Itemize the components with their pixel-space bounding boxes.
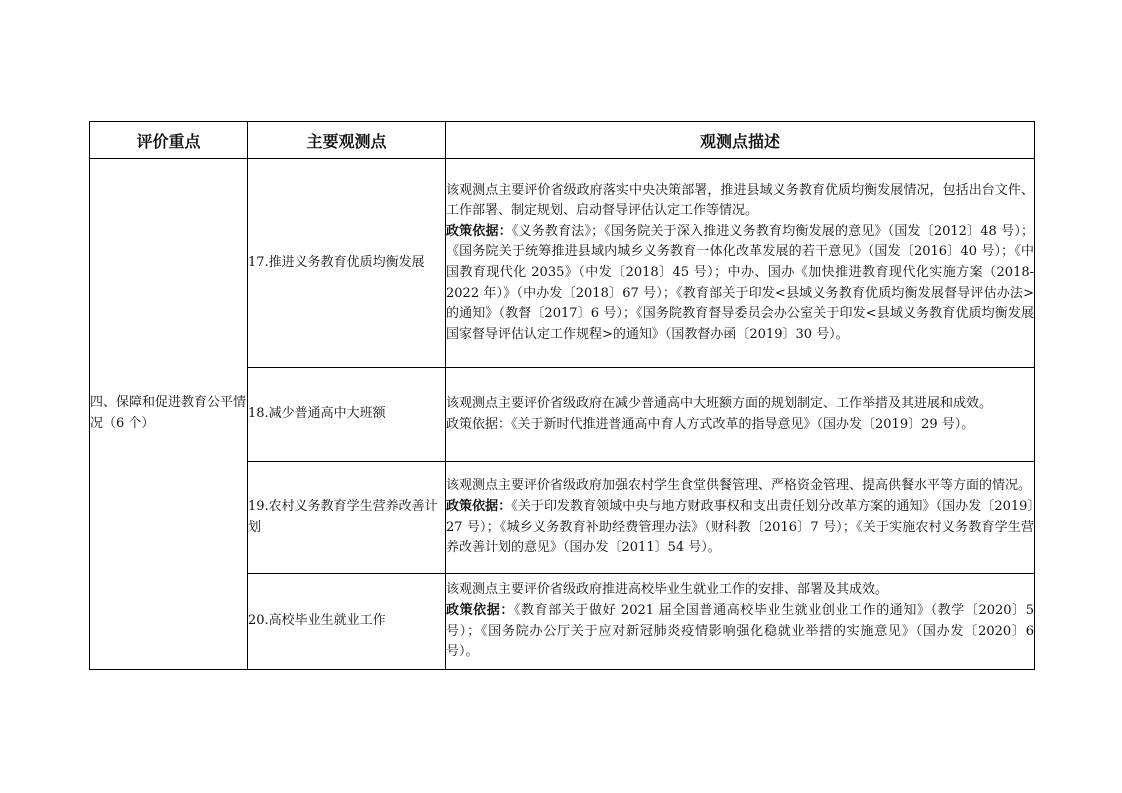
table-header-row — [90, 122, 1035, 159]
header-main-observation-point: 主要观测点 — [248, 122, 446, 159]
description-text: 该观测点主要评价省级政府在减少普通高中大班额方面的规划制定、工作举措及其进展和成效。 — [446, 395, 993, 411]
policy-basis-text: 《义务教育法》；《国务院关于深入推进义务教育均衡发展的意见》（国发〔2012〕48 号）；《国务院关于统筹推进县域内城乡义务教育一体化改革发展的若干意见》（国发〔2016〕40 号）；《中国教育现代化 2035》（中发〔2018〕45 号）；中办、国办《加快推进教育现代化实施方案（2018-2022 年）》（中办发〔2018〕67 号）；《教育部关于印发<县域义务教育优质均衡发展督导评估办法>的通知》（教督〔2017〕6 号）；《国务院教育督导委员会办公室关于印发<县域义务教育优质均衡发展国家督导评估认定工作规程>的通知》（国教督办函〔2019〕30 号）。 — [446, 223, 1034, 342]
policy-basis-label: 政策依据： — [446, 416, 512, 432]
policy-basis-label: 政策依据： — [446, 602, 514, 618]
description-text: 该观测点主要评价省级政府加强农村学生食堂供餐管理、严格资金管理、提高供餐水平等方面的情况。 — [446, 478, 1032, 494]
observation-point-18: 18.减少普通高中大班额 — [248, 368, 446, 462]
observation-point-20: 20.高校毕业生就业工作 — [248, 574, 446, 670]
description-cell-18 — [446, 368, 1035, 462]
observation-point-17: 17.推进义务教育优质均衡发展 — [248, 159, 446, 368]
policy-basis-label: 政策依据： — [446, 498, 512, 514]
description-cell-19 — [446, 462, 1035, 574]
description-text: 该观测点主要评价省级政府落实中央决策部署，推进县域义务教育优质均衡发展情况，包括出台文件、工作部署、制定规划、启动督导评估认定工作等情况。 — [446, 182, 1034, 219]
description-cell-20 — [446, 574, 1035, 670]
table-row — [90, 159, 1035, 368]
header-observation-description: 观测点描述 — [446, 122, 1035, 159]
category-cell: 四、保障和促进教育公平情况（6 个） — [90, 159, 248, 670]
evaluation-table — [89, 121, 1035, 670]
header-evaluation-focus: 评价重点 — [90, 122, 248, 159]
description-cell-17 — [446, 159, 1035, 368]
policy-basis-label: 政策依据： — [446, 223, 512, 239]
policy-basis-text: 《关于新时代推进普通高中育人方式改革的指导意见》（国办发〔2019〕29 号）。 — [511, 416, 975, 432]
policy-basis-text: 《教育部关于做好 2021 届全国普通高校毕业生就业创业工作的通知》（教学〔2020〕5 号）；《国务院办公厅关于应对新冠肺炎疫情影响强化稳就业举措的实施意见》（国办发〔2020〕6 号）。 — [446, 602, 1034, 660]
policy-basis-text: 《关于印发教育领域中央与地方财政事权和支出责任划分改革方案的通知》（国办发〔2019〕27 号）；《城乡义务教育补助经费管理办法》（财科教〔2016〕7 号）；《关于实施农村义务教育学生营养改善计划的意见》（国办发〔2011〕54 号）。 — [446, 498, 1034, 556]
description-text: 该观测点主要评价省级政府推进高校毕业生就业工作的安排、部署及其成效。 — [446, 582, 889, 598]
observation-point-19: 19.农村义务教育学生营养改善计划 — [248, 462, 446, 574]
